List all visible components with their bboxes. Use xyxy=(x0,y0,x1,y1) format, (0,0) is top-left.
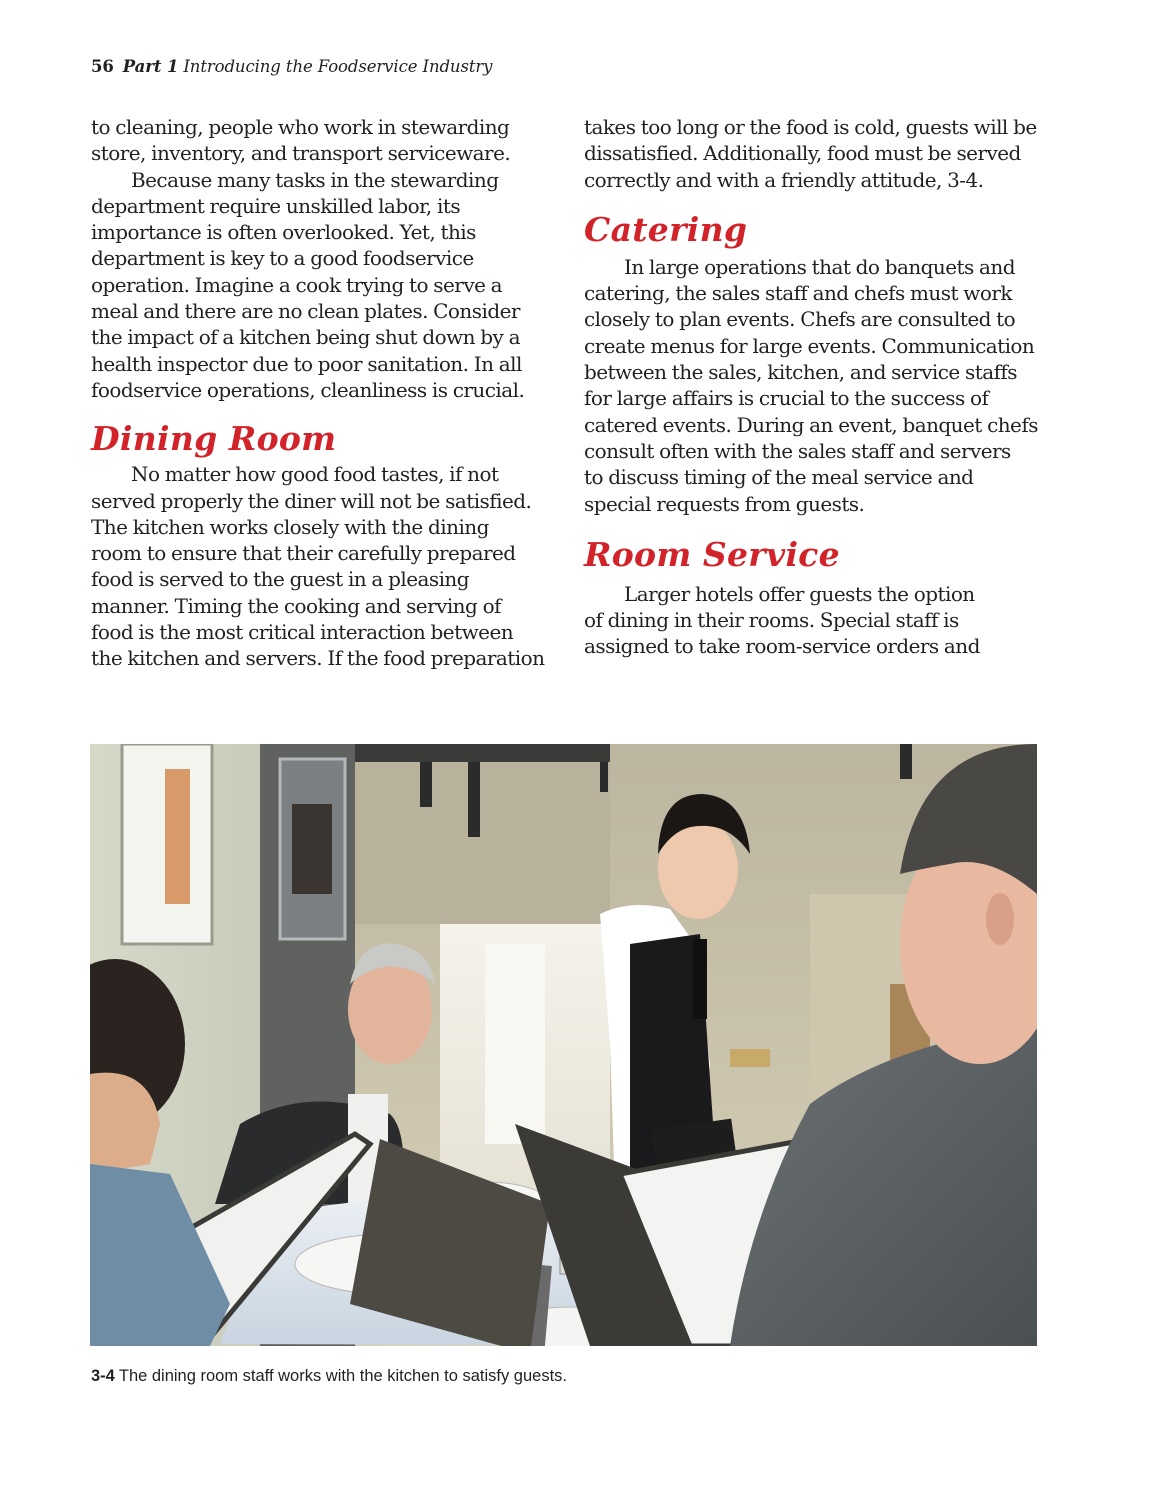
left-column xyxy=(91,114,551,672)
text-line: for large affairs is crucial to the success of xyxy=(584,386,989,411)
text-line: to discuss timing of the meal service and xyxy=(584,465,974,490)
text-line: No matter how good food tastes, if not xyxy=(131,462,499,487)
running-head xyxy=(91,57,492,76)
text-line: In large operations that do banquets and xyxy=(624,254,1015,279)
room-service-paragraph xyxy=(584,581,1044,660)
text-line: special requests from guests. xyxy=(584,491,865,516)
figure-caption xyxy=(91,1367,567,1386)
text-line: catering, the sales staff and chefs must work xyxy=(584,281,1012,306)
text-line: the kitchen and servers. If the food preparation xyxy=(91,646,545,671)
page-number: 56 xyxy=(91,57,114,76)
text-line: department is key to a good foodservice xyxy=(91,246,474,271)
text-line: of dining in their rooms. Special staff is xyxy=(584,608,959,633)
text-line: the impact of a kitchen being shut down by a xyxy=(91,325,520,350)
text-line: meal and there are no clean plates. Consider xyxy=(91,299,520,324)
part-label: Part 1 xyxy=(122,57,179,76)
figure-number: 3-4 xyxy=(91,1367,115,1385)
text-line: served properly the diner will not be satisfied. xyxy=(91,488,532,513)
section-heading-room-service: Room Service xyxy=(584,534,840,574)
caption-text: The dining room staff works with the kitchen to satisfy guests. xyxy=(118,1367,568,1385)
catering-paragraph xyxy=(584,254,1044,517)
dining-room-paragraph xyxy=(91,461,551,671)
text-line: food is the most critical interaction between xyxy=(91,620,514,645)
stewarding-paragraph xyxy=(91,167,551,404)
text-line: consult often with the sales staff and servers xyxy=(584,438,1011,463)
right-column xyxy=(584,114,1044,660)
text-line: department require unskilled labor, its xyxy=(91,193,461,218)
continuation-paragraph xyxy=(584,114,1044,193)
text-line: takes too long or the food is cold, guests will be xyxy=(584,115,1037,139)
text-line: dissatisfied. Additionally, food must be served xyxy=(584,141,1021,166)
text-line: to cleaning, people who work in stewarding xyxy=(91,115,510,139)
text-line: assigned to take room-service orders and xyxy=(584,634,980,659)
text-line: food is served to the guest in a pleasing xyxy=(91,567,470,592)
text-line: manner. Timing the cooking and serving of xyxy=(91,593,501,618)
text-line: health inspector due to poor sanitation. In all xyxy=(91,351,522,376)
text-line: Larger hotels offer guests the option xyxy=(624,581,975,606)
text-line: Because many tasks in the stewarding xyxy=(131,167,499,192)
figure-photo-dining-room xyxy=(90,744,1037,1346)
text-line: room to ensure that their carefully prepared xyxy=(91,541,516,566)
chapter-title: Introducing the Foodservice Industry xyxy=(183,57,493,76)
text-line: operation. Imagine a cook trying to serve a xyxy=(91,272,503,297)
intro-paragraph xyxy=(91,114,551,167)
text-line: create menus for large events. Communication xyxy=(584,333,1035,358)
text-line: between the sales, kitchen, and service staffs xyxy=(584,360,1017,385)
section-heading-catering: Catering xyxy=(584,209,748,249)
text-line: importance is often overlooked. Yet, this xyxy=(91,220,476,245)
text-line: correctly and with a friendly attitude, 3-4. xyxy=(584,167,984,192)
text-line: foodservice operations, cleanliness is crucial. xyxy=(91,377,525,402)
text-line: The kitchen works closely with the dining xyxy=(91,514,489,539)
photo-illustration xyxy=(90,744,1037,1346)
text-line: catered events. During an event, banquet chefs xyxy=(584,412,1038,437)
section-heading-dining-room: Dining Room xyxy=(91,419,337,459)
text-line: store, inventory, and transport serviceware. xyxy=(91,141,511,166)
text-line: closely to plan events. Chefs are consulted to xyxy=(584,307,1016,332)
